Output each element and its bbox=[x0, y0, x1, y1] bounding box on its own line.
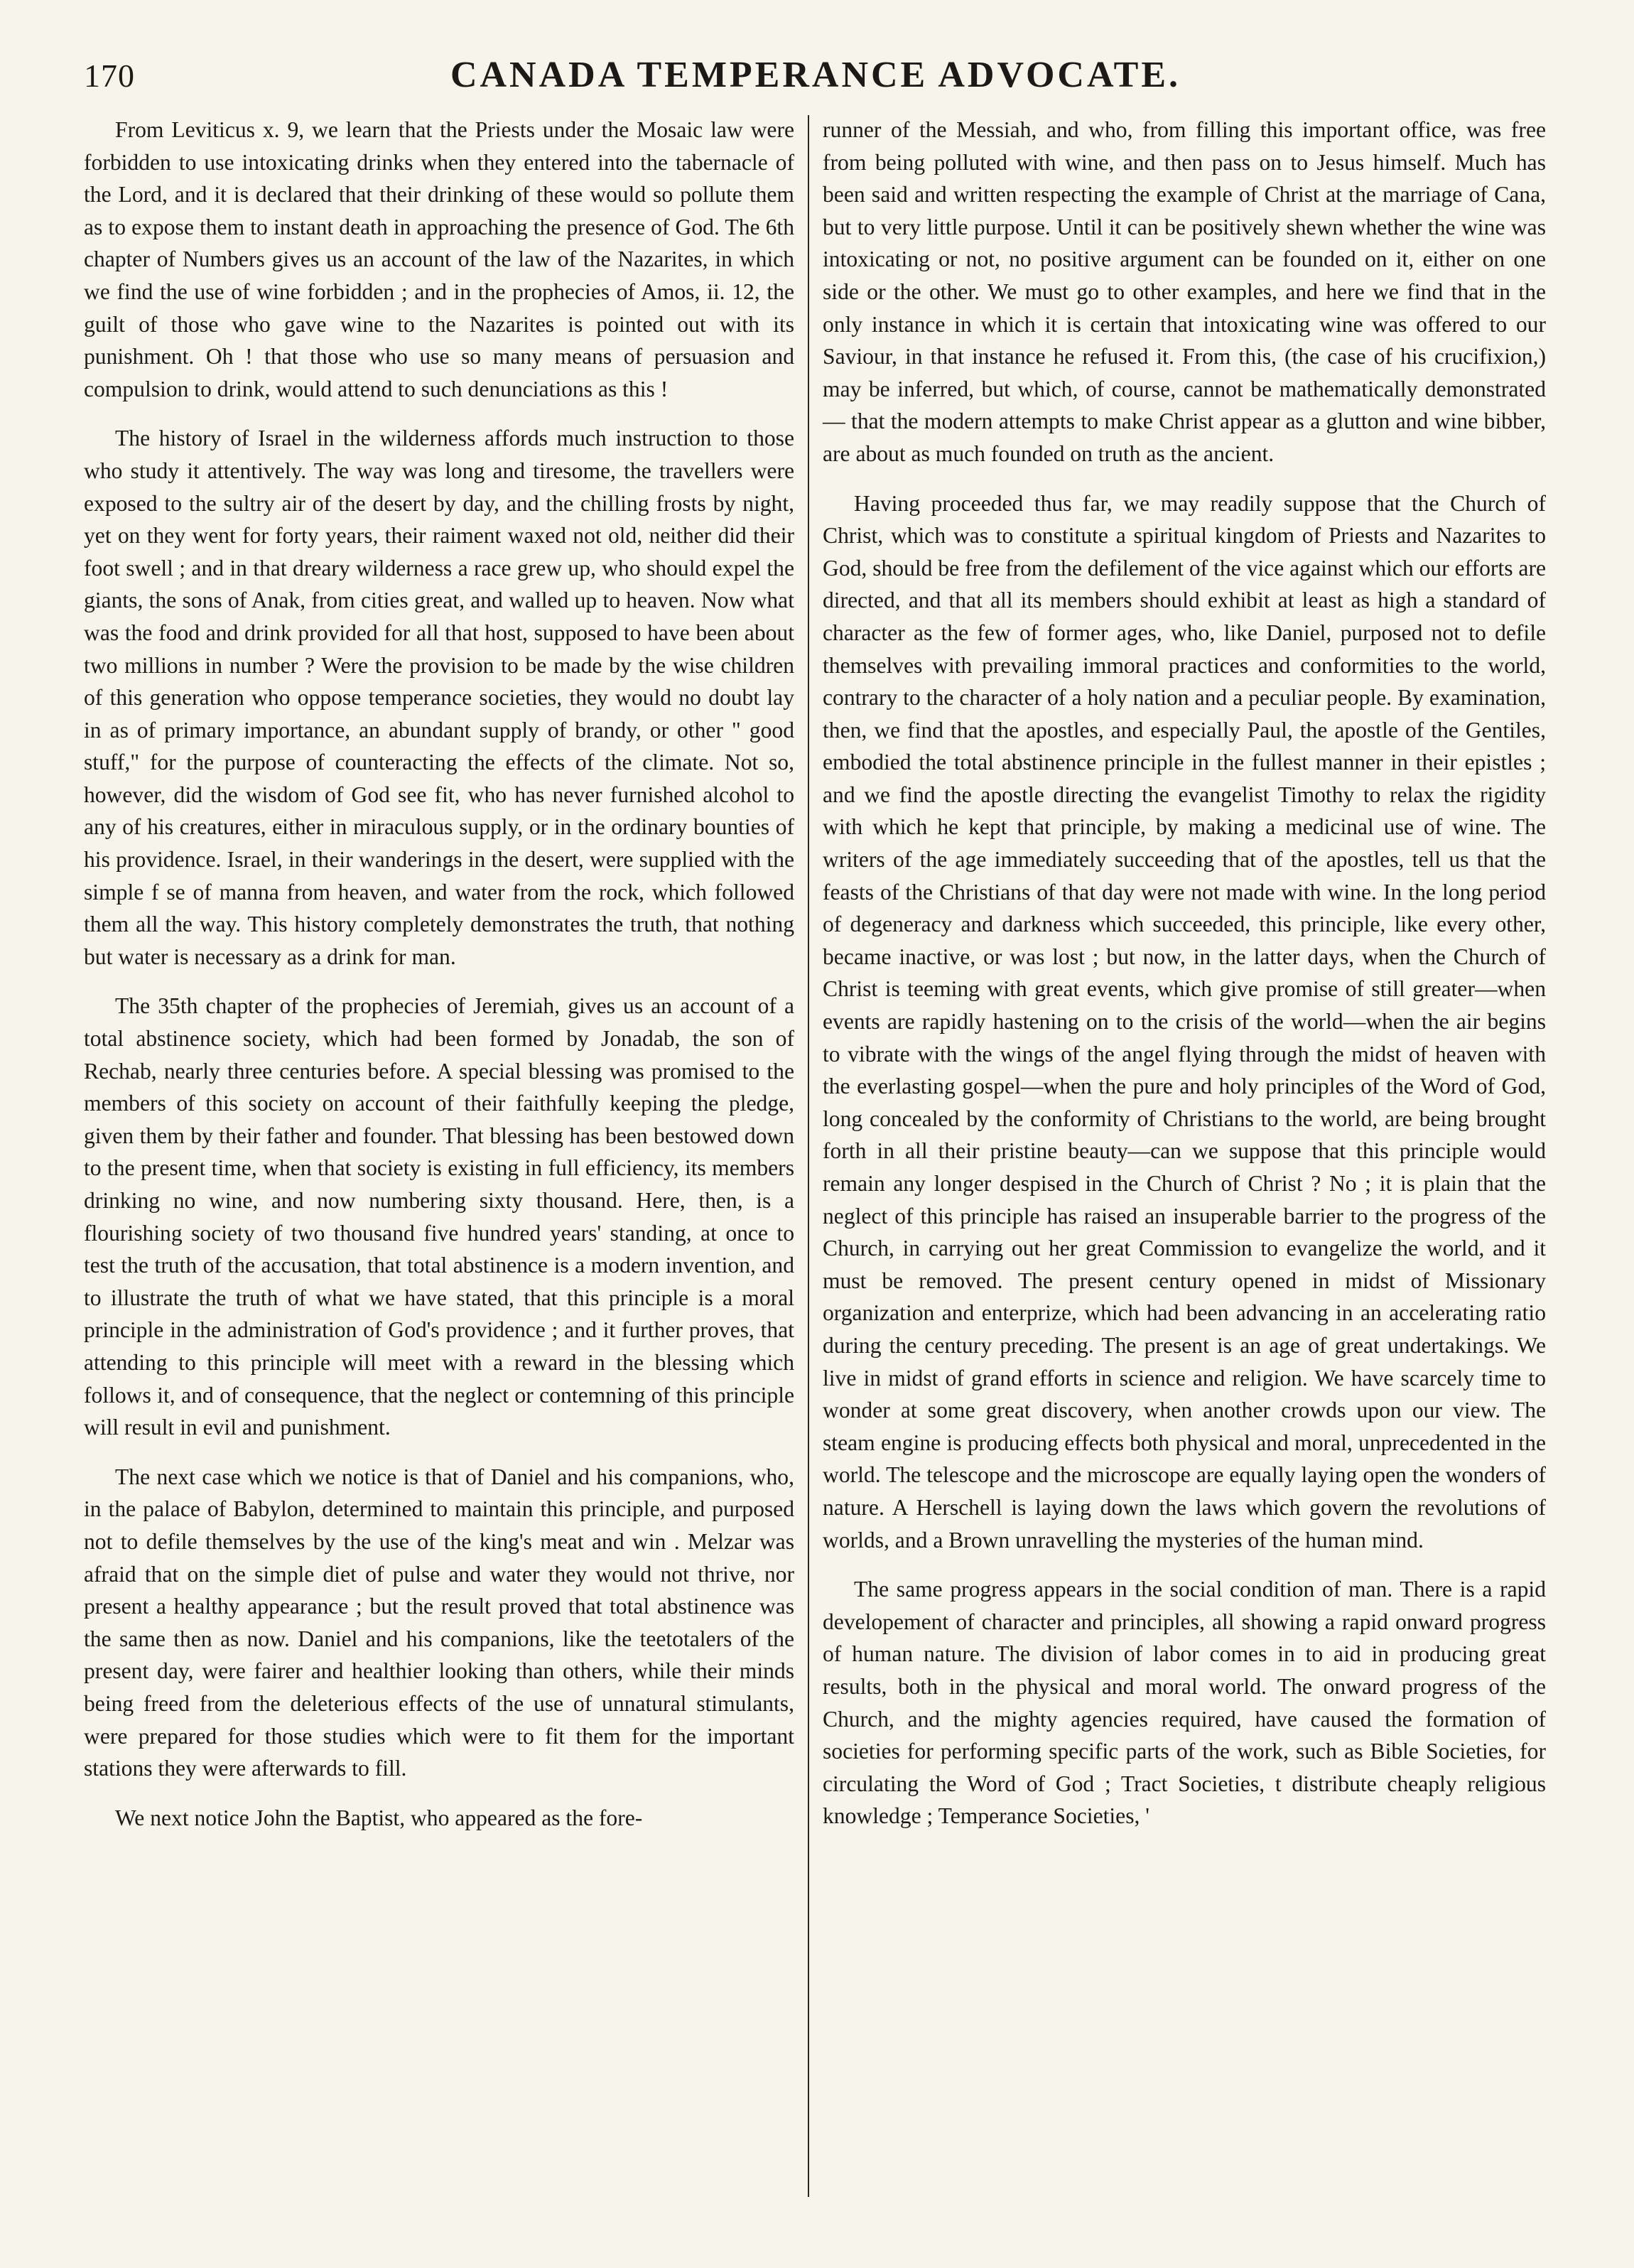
paragraph-leviticus: From Leviticus x. 9, we learn that the Priests under the Mosaic law were forbidden to use intoxicating drinks when they entered into the tabernacle of the Lord, and it is declared that their drinking of these would so pollute them as to expose them to instant death in approaching the presence of God. The 6th chapter of Numbers gives us an account of the law of the Nazarites, in which we find the use of wine forbidden ; and in the prophecies of Amos, ii. 12, the guilt of those who gave wine to the Nazarites is pointed out with its punishment. Oh ! that those who use so many means of persuasion and compulsion to drink, would attend to such denunciations as this ! bbox=[84, 117, 794, 401]
running-title: CANADA TEMPERANCE ADVOCATE. bbox=[450, 55, 1181, 95]
paragraph-church-of-christ: Having proceeded thus far, we may readily suppose that the Church of Christ, which was to constitute a spiritual kingdom of Priests and Nazarites to God, should be free from the defilement of the vice against which our efforts are directed, and that all its members should exhibit at least as high a standard of character as the few of former ages, who, like Daniel, purposed not to defile themselves with prevailing immoral practices and conformities to the world, contrary to the character of a holy nation and a peculiar people. By examination, then, we find that the apostles, and especially Paul, the apostle of the Gentiles, embodied the total abstinence principle in the fullest manner in their epistles ; and we find the apostle directing the evangelist Timothy to relax the rigidity with which he kept that principle, by making a medicinal use of wine. The writers of the age immediately succeeding that of the apostles, tell us that the feasts of the Christians of that day were not made with wine. In the long period of degeneracy and darkness which succeeded, this principle, like every other, became inactive, or was lost ; but now, in the latter days, when the Church of Christ is teeming with great events, which give promise of still greater—when events are rapidly hastening on to the crisis of the world—when the air begins to vibrate with the wings of the angel flying through the midst of heaven with the everlasting gospel—when the pure and holy principles of the Word of God, long concealed by the conformity of Christians to the world, are being brought forth in all their pristine beauty—can we suppose that this principle would remain any longer despised in the Church of Christ ? No ; it is plain that the neglect of this principle has raised an insuperable barrier to the progress of the Church, in carrying out her great Commission to evangelize the world, and it must be removed. The present century opened in midst of Missionary organization and enterprize, which had been advancing in an accelerating ratio during the century preceding. The present is an age of great undertakings. We live in midst of grand efforts in science and religion. We have scarcely time to wonder at some great discovery, when another crowds upon our view. The steam engine is producing effects both physical and moral, unprecedented in the world. The telescope and the microscope are equally laying open the wonders of nature. A Herschell is laying down the laws which govern the revolutions of worlds, and a Brown unravelling the mysteries of the human mind. bbox=[823, 490, 1546, 1552]
paragraph-daniel: The next case which we notice is that of Daniel and his companions, who, in the palace of Babylon, determined to maintain this principle, and purposed not to defile themselves by the use of the king's meat and win . Melzar was afraid that on the simple diet of pulse and water they would not thrive, nor present a healthy appearance ; but the result proved that total abstinence was the same then as now. Daniel and his companions, like the teetotalers of the present day, were fairer and healthier looking than others, while their minds being freed from the deleterious effects of the use of unnatural stimulants, were prepared for those studies which were to fit them for the important stations they were afterwards to fill. bbox=[84, 1464, 794, 1781]
right-column bbox=[823, 114, 1546, 1832]
paragraph-israel-wilderness: The history of Israel in the wilderness affords much instruction to those who study it attentively. The way was long and tiresome, the travellers were exposed to the sultry air of the desert by day, and the chilling frosts by night, yet on they went for forty years, their raiment waxed not old, neither did their foot swell ; and in that dreary wilderness a race grew up, who should expel the giants, the sons of Anak, from cities great, and walled up to heaven. Now what was the food and drink provided for all that host, supposed to have been about two millions in number ? Were the provision to be made by the wise children of this generation who oppose temperance societies, they would no doubt lay in as of primary importance, an abundant supply of brandy, or other " good stuff," for the purpose of counteracting the effects of the climate. Not so, however, did the wisdom of God see fit, who has never furnished alcohol to any of his creatures, either in miraculous supply, or in the ordinary bounties of his providence. Israel, in their wanderings in the desert, were supplied with the simple f se of manna from heaven, and water from the rock, which followed them all the way. This history completely demonstrates the truth, that nothing but water is necessary as a drink for man. bbox=[84, 426, 794, 969]
paragraph-jeremiah: The 35th chapter of the prophecies of Jeremiah, gives us an account of a total abstinence society, which had been formed by Jonadab, the son of Rechab, nearly three centuries before. A special blessing was promised to the members of this society on account of their faithfully keeping the pledge, given them by their father and founder. That blessing has been bestowed down to the present time, when that society is existing in full efficiency, its members drinking no wine, and now numbering sixty thousand. Here, then, is a flourishing society of two thousand five hundred years' standing, at once to test the truth of the accusation, that total abstinence is a modern invention, and to illustrate the truth of what we have stated, that this principle is a moral principle in the administration of God's providence ; and it further proves, that attending to this principle will meet with a reward in the blessing which follows it, and of consequence, that the neglect or contemning of this principle will result in evil and punishment. bbox=[84, 993, 794, 1440]
paragraph-social-progress: The same progress appears in the social condition of man. There is a rapid developement of character and principles, all showing a rapid onward progress of human nature. The division of labor comes in to aid in producing great results, both in the physical and moral world. The onward progress of the Church, and the mighty agencies required, have caused the formation of societies for performing specific parts of the work, such as Bible Societies, for circulating the Word of God ; Tract Societies, t distribute cheaply religious knowledge ; Temperance Societies, ' bbox=[823, 1577, 1546, 1829]
paragraph-john-baptist: We next notice John the Baptist, who appeared as the fore- bbox=[115, 1805, 643, 1830]
column-divider bbox=[808, 115, 809, 2197]
left-column bbox=[84, 114, 794, 1834]
page-number: 170 bbox=[84, 58, 135, 94]
page-header bbox=[84, 50, 1547, 107]
paragraph-messiah-continued: runner of the Messiah, and who, from filling this important office, was free from being polluted with wine, and then pass on to Jesus himself. Much has been said and written respecting the example of Christ at the marriage of Cana, but to very little purpose. Until it can be positively shewn whether the wine was intoxicating or not, no positive argument can be founded on it, either on one side or the other. We must go to other examples, and here we find that in the only instance in which it is certain that intoxicating wine was offered to our Saviour, in that instance he refused it. From this, (the case of his crucifixion,) may be inferred, but which, of course, cannot be mathematically demonstrated— that the modern attempts to make Christ appear as a glutton and wine bibber, are about as much founded on truth as the ancient. bbox=[823, 117, 1546, 466]
